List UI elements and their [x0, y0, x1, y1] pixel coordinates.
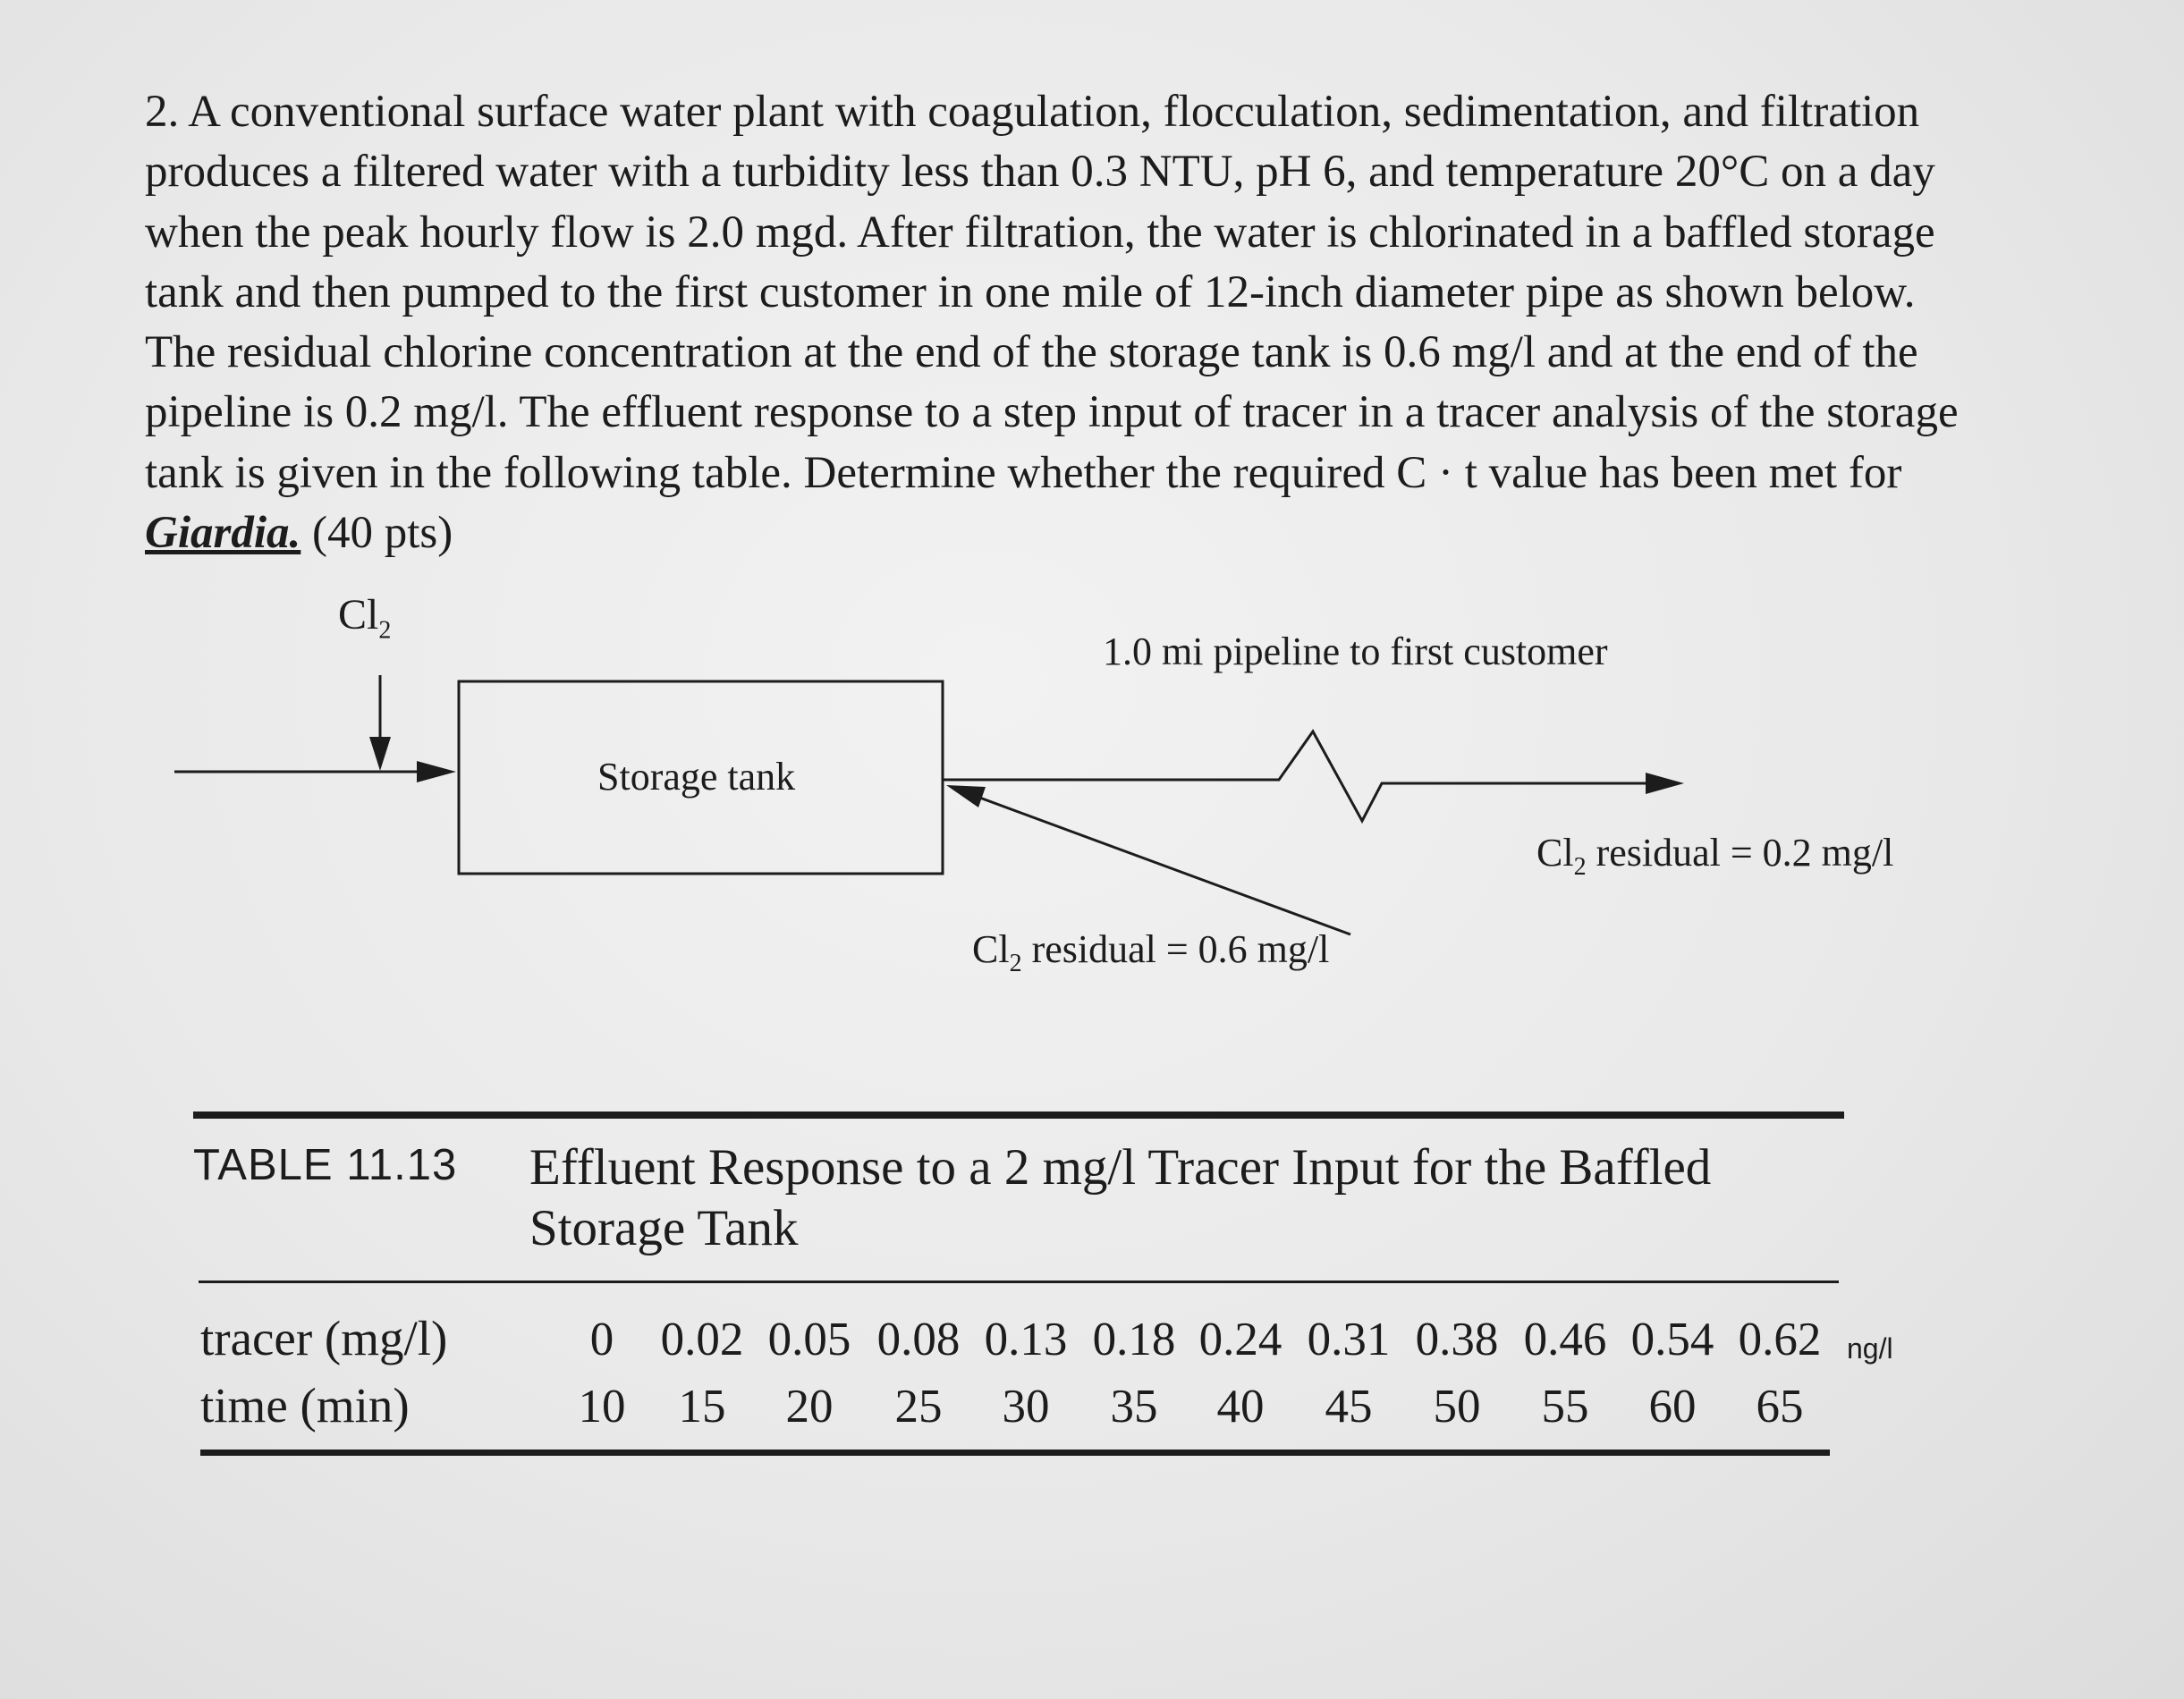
- time-value: 40: [1216, 1381, 1265, 1433]
- table-label: TABLE 11.13: [193, 1141, 458, 1189]
- storage-tank-label: Storage tank: [597, 755, 796, 799]
- residual-tank-label: [972, 926, 1329, 978]
- pipeline-label: 1.0 mi pipeline to first customer: [1103, 630, 1608, 673]
- table-bottom-rule: [200, 1450, 1830, 1456]
- tracer-value: 0: [589, 1314, 614, 1365]
- tracer-value: 0.18: [1092, 1314, 1176, 1365]
- table-title: [529, 1137, 1711, 1259]
- tracer-value: 0.54: [1630, 1314, 1714, 1365]
- tracer-value: 0.05: [767, 1314, 851, 1365]
- table-top-rule: [193, 1112, 1844, 1119]
- tracer-value: 0.13: [984, 1314, 1068, 1365]
- chlorine-subscript: 2: [378, 616, 392, 645]
- residual-end-text: residual = 0.2 mg/l: [1586, 831, 1894, 875]
- problem-line: tank is given in the following table. Determine whether the required C · t value has been met for: [145, 447, 1902, 498]
- chlorine-label: [338, 590, 391, 646]
- problem-line: pipeline is 0.2 mg/l. The effluent response to a step input of tracer in a tracer analysis of the storage: [145, 387, 1959, 438]
- time-value: 65: [1756, 1381, 1804, 1433]
- time-value: 30: [1002, 1381, 1050, 1433]
- residual-tank-symbol: Cl: [972, 927, 1010, 971]
- tracer-value: 0.38: [1415, 1314, 1499, 1365]
- residual-tank-leader-arrowhead: [946, 785, 986, 807]
- tracer-value: 0.62: [1738, 1314, 1822, 1365]
- time-value: 45: [1325, 1381, 1373, 1433]
- time-value: 25: [894, 1381, 943, 1433]
- residual-end-subscript: 2: [1573, 852, 1587, 881]
- time-value: 50: [1433, 1381, 1481, 1433]
- time-value: 60: [1648, 1381, 1697, 1433]
- tracer-row-label: tracer (mg/l): [200, 1311, 448, 1365]
- handwritten-unit: ng/l: [1847, 1332, 1893, 1365]
- pipeline-line: [943, 731, 1650, 821]
- time-row-label: time (min): [200, 1378, 410, 1433]
- problem-line: 2. A conventional surface water plant with coagulation, flocculation, sedimentation, and filtration: [145, 87, 1920, 137]
- problem-line: tank and then pumped to the first customer in one mile of 12-inch diameter pipe as shown below.: [145, 266, 1916, 317]
- inlet-arrowhead: [417, 761, 456, 782]
- time-value: 15: [678, 1381, 726, 1433]
- tracer-value: 0.02: [660, 1314, 744, 1365]
- problem-line: when the peak hourly flow is 2.0 mgd. After filtration, the water is chlorinated in a baffled storage: [145, 207, 1935, 258]
- points-label: (40 pts): [301, 508, 453, 559]
- problem-line: The residual chlorine concentration at the end of the storage tank is 0.6 mg/l and at the end of the: [145, 327, 1918, 378]
- pipeline-arrowhead: [1646, 773, 1684, 794]
- tracer-value: 0.31: [1307, 1314, 1391, 1365]
- residual-tank-text: residual = 0.6 mg/l: [1021, 927, 1330, 971]
- residual-tank-leader: [975, 796, 1350, 934]
- time-value: 55: [1541, 1381, 1589, 1433]
- chlorine-feed-arrowhead: [369, 737, 391, 771]
- tracer-value: 0.46: [1523, 1314, 1607, 1365]
- table-header-rule: [199, 1281, 1839, 1283]
- tracer-value: 0.08: [876, 1314, 961, 1365]
- residual-end-symbol: Cl: [1536, 831, 1574, 875]
- chlorine-symbol: Cl: [338, 591, 379, 638]
- residual-end-label: [1536, 830, 1893, 882]
- residual-tank-subscript: 2: [1009, 949, 1022, 977]
- tracer-value: 0.24: [1198, 1314, 1282, 1365]
- table-title-line: Effluent Response to a 2 mg/l Tracer Input for the Baffled: [529, 1139, 1712, 1196]
- giardia-term: Giardia.: [145, 508, 301, 559]
- problem-line: produces a filtered water with a turbidity less than 0.3 NTU, pH 6, and temperature 20°C on a day: [145, 147, 1935, 198]
- table-title-line: Storage Tank: [529, 1200, 799, 1256]
- time-value: 20: [785, 1381, 834, 1433]
- time-value: 10: [578, 1381, 626, 1433]
- time-value: 35: [1110, 1381, 1158, 1433]
